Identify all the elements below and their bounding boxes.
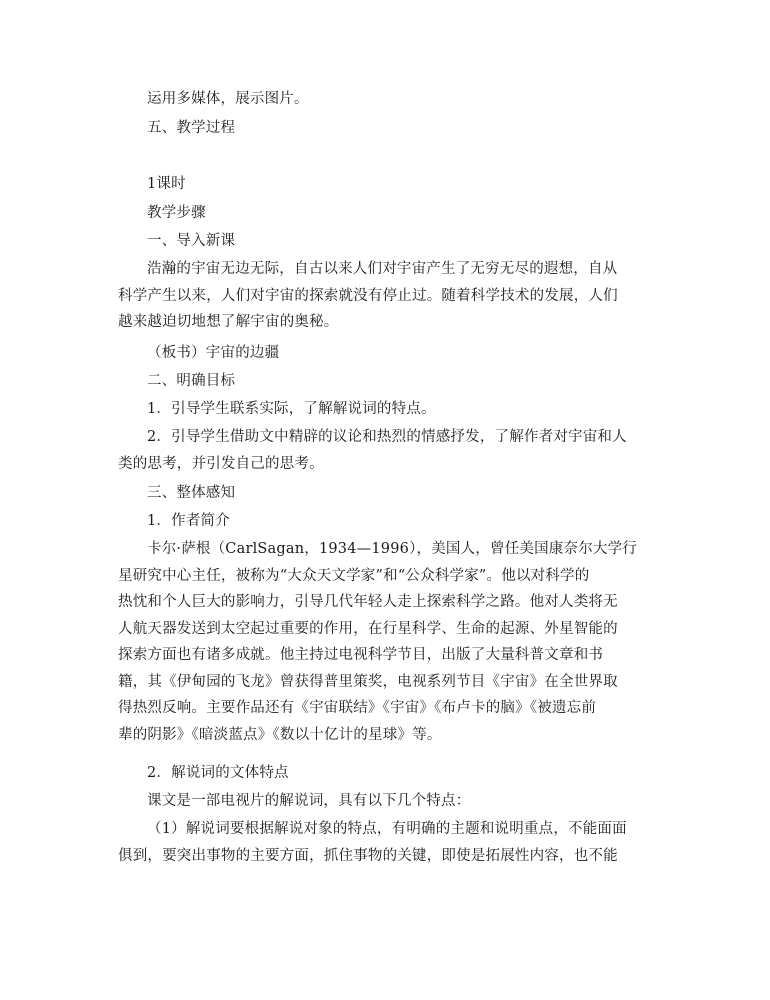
heading-intro-new-lesson — [118, 228, 658, 255]
text-line: （板书）宇宙的边疆 — [147, 345, 280, 361]
text-line: 五、教学过程 — [147, 120, 236, 136]
heading-clear-goals — [118, 368, 658, 395]
paragraph-multimedia — [118, 86, 658, 113]
paragraph-lesson-count — [118, 171, 658, 198]
paragraph-genre-intro — [118, 788, 658, 815]
text-line: 俱到，要突出事物的主要方面，抓住事物的关键，即使是拓展性内容，也不能 — [118, 847, 618, 864]
text-line: 教学步骤 — [147, 205, 206, 221]
text-line: 人航天器发送到太空起过重要的作用，在行星科学、生命的起源、外星智能的 — [118, 620, 618, 637]
text-line: 2．引导学生借助文中精辟的议论和热烈的情感抒发，了解作者对宇宙和人 — [147, 429, 627, 445]
text-line: 得热烈反响。主要作品还有《宇宙联结》《宇宙》《布卢卡的脑》《被遗忘前 — [118, 700, 597, 716]
text-line: （1）解说词要根据解说对象的特点，有明确的主题和说明重点，不能面面 — [147, 821, 627, 837]
paragraph-feature-1 — [118, 816, 658, 869]
text-line: 卡尔·萨根（CarlSagan，1934—1996），美国人，曾任美国康奈尔大学行 — [147, 541, 638, 557]
text-line: 辈的阴影》《暗淡蓝点》《数以十亿计的星球》等。 — [118, 726, 442, 743]
text-line: 探索方面也有诸多成就。他主持过电视科学节目，出版了大量科普文章和书 — [118, 647, 604, 663]
text-line: 籍，其《伊甸园的飞龙》曾获得普里策奖，电视系列节目《宇宙》在全世界取 — [118, 673, 618, 690]
text-line: 越来越迫切地想了解宇宙的奥秘。 — [118, 314, 339, 330]
text-line: 1．作者简介 — [147, 513, 230, 529]
heading-genre-features — [118, 760, 658, 787]
heading-teaching-process — [118, 115, 658, 142]
text-line: 1课时 — [147, 176, 186, 192]
paragraph-goal-1 — [118, 396, 658, 423]
heading-teaching-steps — [118, 200, 658, 227]
text-line: 1．引导学生联系实际，了解解说词的特点。 — [147, 401, 436, 417]
heading-author-intro — [118, 508, 658, 535]
paragraph-goal-2 — [118, 424, 658, 477]
text-line: 浩瀚的宇宙无边无际，自古以来人们对宇宙产生了无穷无尽的遐想，自从 — [147, 261, 618, 277]
text-line: 类的思考，并引发自己的思考。 — [118, 455, 324, 472]
text-line: 科学产生以来，人们对宇宙的探索就没有停止过。随着科学技术的发展，人们 — [118, 287, 618, 304]
paragraph-author-body — [118, 536, 658, 748]
paragraph-intro-body — [118, 256, 658, 336]
text-line: 二、明确目标 — [147, 373, 236, 389]
text-line: 热忱和个人巨大的影响力，引导几代年轻人走上探索科学之路。他对人类将无 — [118, 594, 618, 610]
text-line: 2．解说词的文体特点 — [147, 765, 289, 781]
text-line: 运用多媒体，展示图片。 — [147, 91, 309, 107]
paragraph-blackboard — [118, 340, 658, 367]
text-line: 星研究中心主任，被称为“大众天文学家”和“公众科学家”。他以对科学的 — [118, 567, 590, 584]
heading-overall-perception — [118, 480, 658, 507]
text-line: 三、整体感知 — [147, 485, 236, 501]
text-line: 课文是一部电视片的解说词，具有以下几个特点： — [147, 793, 471, 809]
text-line: 一、导入新课 — [147, 233, 236, 249]
